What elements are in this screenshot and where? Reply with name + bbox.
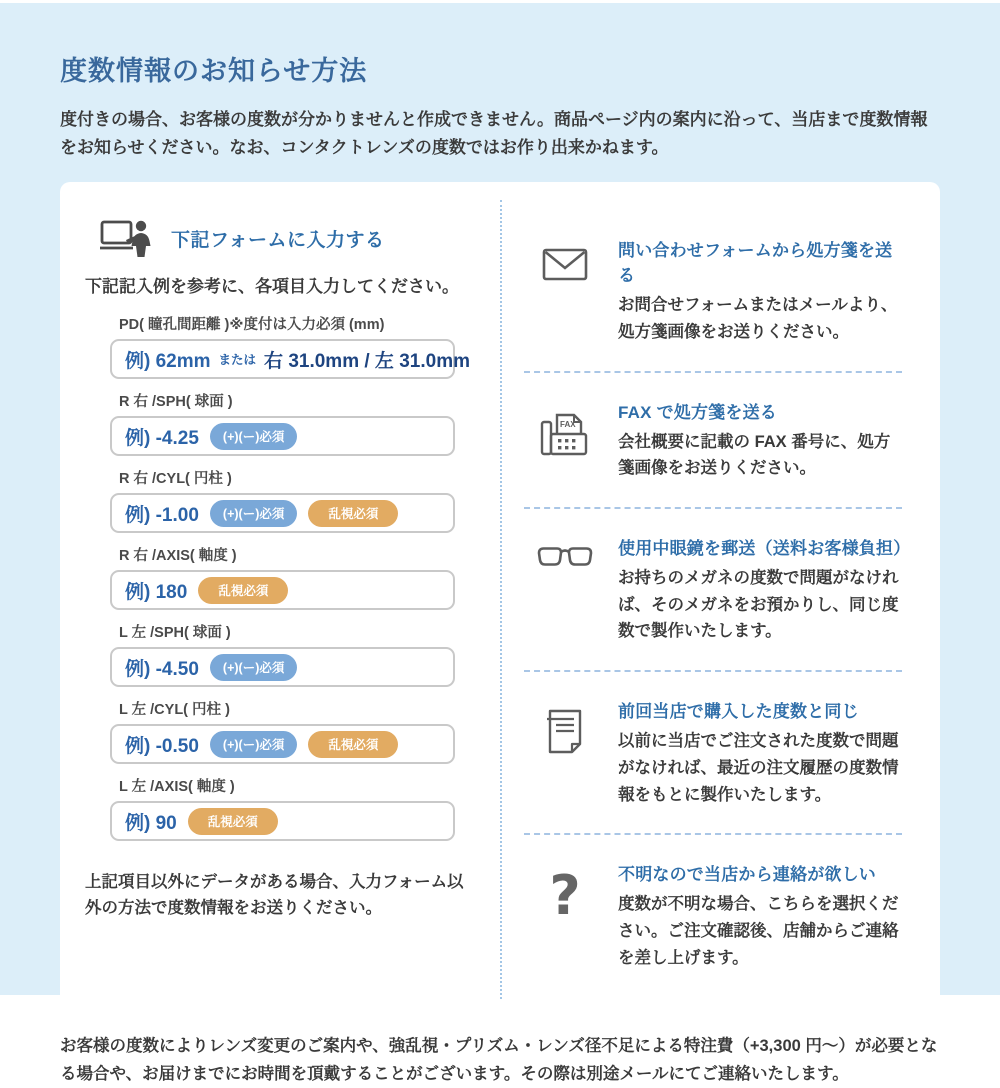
example-value: 例) 62mm [125, 350, 211, 372]
field-label: PD( 瞳孔間距離 )※度付は入力必須 (mm) [119, 317, 385, 334]
form-field [110, 621, 455, 687]
page-title: 度数情報のお知らせ方法 [60, 56, 368, 86]
field-label: R 右 /CYL( 円柱 ) [119, 471, 232, 488]
example-input-box [110, 416, 455, 456]
method-heading: 使用中眼鏡を郵送（送料お客様負担） [618, 538, 911, 558]
form-header [99, 218, 474, 258]
form-section [60, 182, 500, 1013]
method-item [524, 236, 904, 345]
method-text: 度数が不明な場合、こちらを選択ください。ご注文確認後、店舗からご連絡を差し上げます。 [618, 895, 899, 967]
envelope-icon [542, 248, 588, 281]
svg-text:FAX: FAX [560, 419, 576, 429]
example-value: 例) -1.00 [125, 504, 199, 526]
method-item [524, 398, 904, 482]
form-heading: 下記フォームに入力する [171, 229, 385, 251]
form-subheading: 下記記入例を参考に、各項目入力してください。 [85, 277, 459, 297]
example-value: 例) -4.25 [125, 427, 199, 449]
method-text: 会社概要に記載の FAX 番号に、処方箋画像をお送りください。 [618, 432, 891, 478]
example-input-box [110, 647, 455, 687]
method-icon [524, 236, 606, 345]
method-body [618, 860, 904, 971]
method-body [618, 398, 904, 482]
example-value: 例) -0.50 [125, 735, 199, 757]
plus-minus-required-badge: (+)(ー)必須 [210, 731, 297, 758]
method-icon [524, 534, 606, 645]
content-card [60, 182, 940, 1013]
example-conjunction: または [218, 353, 257, 368]
person-at-computer-icon [99, 218, 151, 258]
form-field [110, 467, 455, 533]
method-item [524, 534, 911, 645]
plus-minus-required-badge: (+)(ー)必須 [210, 423, 297, 450]
method-icon [524, 398, 606, 482]
form-fields [110, 313, 474, 841]
fax-icon [540, 410, 590, 456]
field-label: R 右 /SPH( 球面 ) [119, 394, 233, 411]
example-value: 例) 90 [125, 812, 177, 834]
field-label: L 左 /CYL( 円柱 ) [119, 702, 230, 719]
method-text: 以前に当店でご注文された度数で問題がなければ、最近の注文履歴の度数情報をもとに製作いたします。 [618, 732, 899, 804]
astigmatism-required-badge: 乱視必須 [198, 577, 288, 604]
method-heading: 前回当店で購入した度数と同じ [618, 702, 859, 722]
example-input-box [110, 801, 455, 841]
dashed-divider [524, 670, 902, 672]
glasses-icon [536, 546, 594, 568]
method-heading: FAX で処方箋を送る [618, 402, 777, 422]
form-note: 上記項目以外にデータがある場合、入力フォーム以外の方法で度数情報をお送りください。 [85, 873, 464, 918]
example-input-box [110, 493, 455, 533]
example-input-box [110, 724, 455, 764]
method-icon [524, 697, 606, 808]
field-label: R 右 /AXIS( 軸度 ) [119, 548, 237, 565]
plus-minus-required-badge: (+)(ー)必須 [210, 500, 297, 527]
method-body [618, 697, 904, 808]
form-field [110, 544, 455, 610]
form-field [110, 698, 455, 764]
method-heading: 不明なので当店から連絡が欲しい [618, 865, 876, 885]
astigmatism-required-badge: 乱視必須 [188, 808, 278, 835]
example-input-box [110, 339, 470, 379]
field-label: L 左 /AXIS( 軸度 ) [119, 779, 235, 796]
method-body [618, 534, 911, 645]
method-item [524, 697, 904, 808]
footer-note: お客様の度数によりレンズ変更のご案内や、強乱視・プリズム・レンズ径不足による特注費（+3,300 円～）が必要となる場合や、お届けまでにお時間を頂戴することがございます。その際は別途メールにてご連絡いたします。 [60, 1037, 938, 1083]
astigmatism-required-badge: 乱視必須 [308, 500, 398, 527]
astigmatism-required-badge: 乱視必須 [308, 731, 398, 758]
example-value: 例) -4.50 [125, 658, 199, 680]
document-icon [545, 709, 585, 755]
dashed-divider [524, 833, 902, 835]
form-field [110, 775, 455, 841]
method-item [524, 860, 904, 971]
plus-minus-required-badge: (+)(ー)必須 [210, 654, 297, 681]
example-value: 例) 180 [125, 581, 188, 603]
method-text: お持ちのメガネの度数で問題がなければ、そのメガネをお預かりし、同じ度数で製作いたします。 [618, 568, 899, 641]
dashed-divider [524, 507, 902, 509]
dashed-divider [524, 371, 902, 373]
method-heading: 問い合わせフォームから処方箋を送る [618, 241, 893, 286]
form-field [110, 313, 470, 379]
intro-text: 度付きの場合、お客様の度数が分かりませんと作成できません。商品ページ内の案内に沿って、当店まで度数情報をお知らせください。なお、コンタクトレンズの度数ではお作り出来かねます。 [60, 110, 928, 158]
method-body [618, 236, 904, 345]
methods-section [500, 200, 940, 999]
example-input-box [110, 570, 455, 610]
method-text: お問合せフォームまたはメールより、処方箋画像をお送りください。 [618, 296, 898, 341]
field-label: L 左 /SPH( 球面 ) [119, 625, 231, 642]
example-value-2: 右 31.0mm / 左 31.0mm [264, 350, 470, 372]
form-field [110, 390, 455, 456]
question-icon: ? [549, 864, 581, 928]
method-icon [524, 860, 606, 971]
